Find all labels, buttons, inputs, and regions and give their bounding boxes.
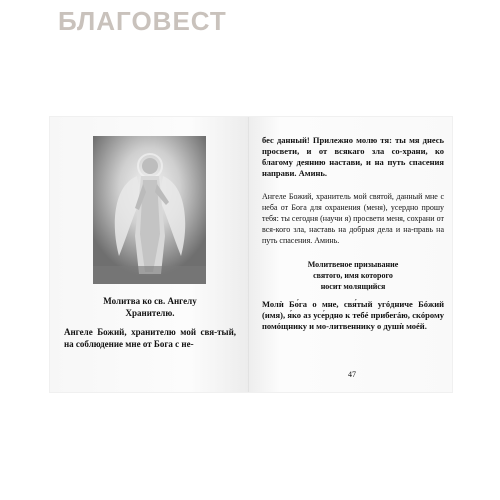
prayer-paragraph-3: Молѝ Бо́га о мне, свя́тый угóдниче Бóжий (имя), я́ко аз усе́рдно к тебé прибегáю, скóрому помóщнику и мо-литвеннику о душѝ моéй. [262,299,444,331]
caption-line2: Хранителю. [125,308,175,318]
heading-line3: носит молящийся [320,282,386,291]
page-number: 47 [348,370,356,379]
prayer-paragraph-2: Ангеле Божий, хранитель мой святой, данный мне с неба от Бога для охранения (меня), усердно прошу тебя: ты сегодня (научи я) просвети меня, сохрани от вся-кого зла, наставь на добрыя дела и на-правь на путь спасения. Аминь. [262,192,444,245]
prayer-text-left: Ангеле Божий, хранителю мой свя-тый, на соблюдение мне от Бога с не- [64,327,236,349]
prayer-continuation: бес данный! Прилежно молю тя: ты мя днесь просвети, и от всякаго зла со-храни, ко благому деянию настави, и на путь спасения направи. Аминь. [262,135,444,178]
left-page [50,117,250,392]
heading-line2: святого, имя которого [313,271,393,280]
angel-icon [93,136,206,284]
right-page [250,117,452,392]
open-book [50,117,452,392]
heading-line1: Молитвеное призывание [307,260,399,269]
watermark-logo: БЛАГОВЕСТ [58,6,227,36]
caption-line1: Молитва ко св. Ангелу [103,296,197,306]
angel-illustration [93,136,206,284]
